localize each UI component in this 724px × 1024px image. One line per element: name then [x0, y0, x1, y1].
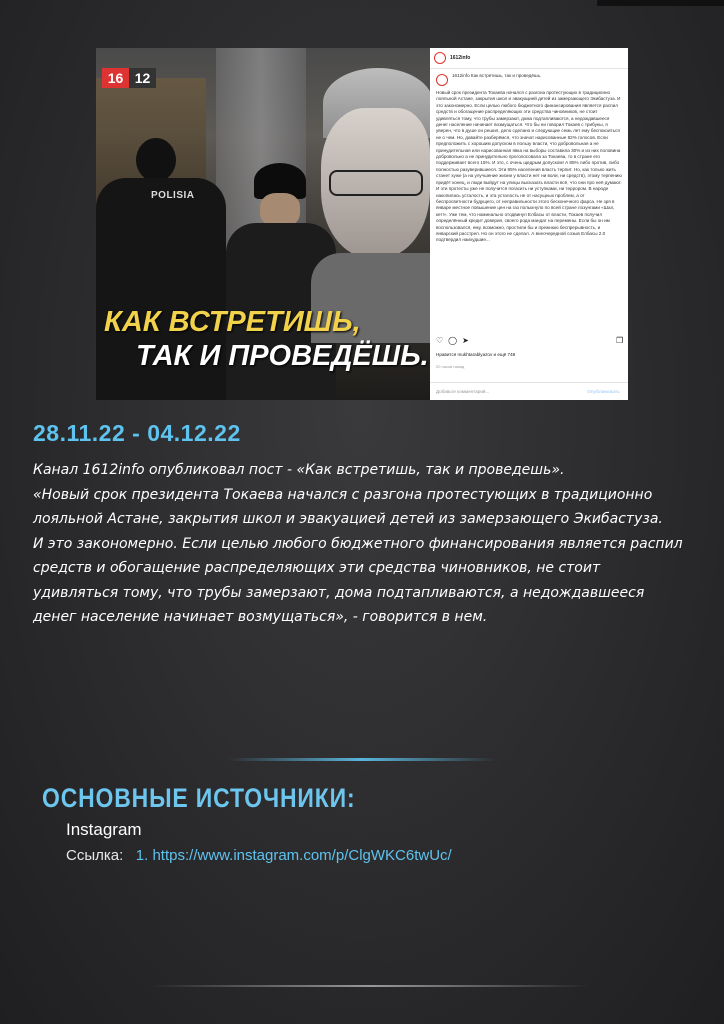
caption-lead: 1612info Как встретишь, так и проведёшь.: [452, 73, 542, 78]
heart-icon[interactable]: ♡: [436, 336, 444, 345]
post-date: 20 часов назад: [436, 364, 465, 369]
sources-heading: ОСНОВНЫЕ ИСТОЧНИКИ:: [42, 783, 356, 813]
publish-button[interactable]: Опубликовать: [587, 389, 620, 394]
share-icon[interactable]: ➤: [462, 336, 469, 345]
post-caption: [430, 69, 628, 319]
post-photo: [96, 48, 430, 400]
bookmark-icon[interactable]: ❐: [616, 336, 624, 345]
article-line: Канал 1612info опубликовал пост - «Как встретишь, так и проведешь».: [33, 462, 565, 478]
logo-badge-12: 12: [129, 68, 156, 88]
article-line: лояльной Астане, закрытия школ и эвакуацией детей из замерзающего Экибастуза.: [33, 511, 663, 527]
police-vest-text: POLISIA: [151, 190, 195, 201]
post-headline-line1: КАК ВСТРЕТИШЬ,: [104, 306, 361, 338]
likes-count[interactable]: Нравится mukhtarablyazov и ещё 748: [436, 352, 516, 357]
account-name[interactable]: 1612info: [450, 55, 471, 61]
source-link[interactable]: 1. https://www.instagram.com/p/ClgWKC6twUc/: [135, 847, 452, 864]
article-line: «Новый срок президента Токаева начался с разгона протестующих в традиционно: [33, 486, 653, 503]
article-line: удивляться тому, что трубы замерзают, дома подтапливаются, а недождавшееся: [33, 584, 645, 601]
logo-badge-16: 16: [102, 68, 129, 88]
avatar[interactable]: [434, 52, 446, 64]
article-line: И это закономерно. Если целью любого бюджетного финансирования является распил: [33, 535, 683, 552]
caption-body: Новый срок президента Токаева начался с разгона протестующих в традиционно лояльной Астане, закрытия школ и эвакуацией детей из замерзающего Экибастуза. И это закономерно. Если целью любого бюджетного финансирования является распил средств и обогащение распределяющих эти средства чиновников, не стоит удивляться тому, что трубы замерзают, дома подтапливаются, а недождавшееся денег население начинает возмущаться. Что бы ни говорил Токаев с трибуны, я уверен, что в душе он решил, дело сделано и следующие семь лет ему беспокоиться не о чем. Но, давайте разберёмся, что значат нарисованные 82% голосов. Если предположить с хорошим допуском в пользу власти, что добровольная а не принудительная или нарисованная явка на выборы составила 30% и из них половина добровольно а не принудительно проголосовала за Токаева, то в стране его поддерживает всего 15%. И это, с очень щедрым допуском! А 85% либо против, либо полностью разуверившиеся. Эти 85% населения власть терпит. Но, как только жить станет хуже (а на улучшение жизни у власти нет ни воли, ни средств), этому терпению придёт конец, и люди выйдут на улицы высказать власти всё, что они про неё думают. И эти протесты уже не получится погасить ни уступками, ни террором. В народе накопилась усталость, и эта усталость не от насущных проблем, а от беспросветности будущего, от неправильности этого бесконечного фарса. Не зря в январе местное повышение цен на газ полыхнуло по всей стране лозунгами «Шал, кет!». Уже тем, что номинально отодвинул Елбасы от власти, Токаев получил определённый кредит доверия, своего рода мандат на перемены. Если бы он им воспользовался, ему, возможно, простили бы и прежнюю беспрерывность, и январский расстрел. Но он этого не сделал. А внеочередной созыв Елбасы 2.0 подтвердил наихудшие...: [436, 90, 622, 243]
section-divider: [228, 758, 496, 761]
post-headline-line2: ТАК И ПРОВЕДЁШЬ.: [136, 340, 429, 372]
article-body: [33, 458, 703, 630]
avatar[interactable]: [436, 74, 448, 86]
instagram-post-screenshot: [96, 48, 628, 400]
comment-input[interactable]: [430, 382, 628, 400]
president-portrait: [311, 68, 430, 328]
instagram-header: [430, 48, 628, 69]
corner-band: [597, 0, 724, 6]
instagram-panel: [430, 48, 628, 400]
source-link-row: [66, 847, 452, 864]
article-line: денег население начинает возмущаться», - говорится в нем.: [33, 609, 488, 625]
footer-divider: [150, 985, 590, 987]
comment-placeholder: Добавьте комментарий...: [436, 389, 490, 394]
source-platform: Instagram: [66, 820, 142, 839]
date-range: 28.11.22 - 04.12.22: [33, 420, 241, 446]
source-link-label: Ссылка:: [66, 847, 132, 864]
post-actions: [436, 336, 624, 345]
comment-icon[interactable]: ◯: [448, 336, 458, 345]
article-line: средств и обогащение распределяющих эти средства чиновников, не стоит: [33, 560, 601, 576]
